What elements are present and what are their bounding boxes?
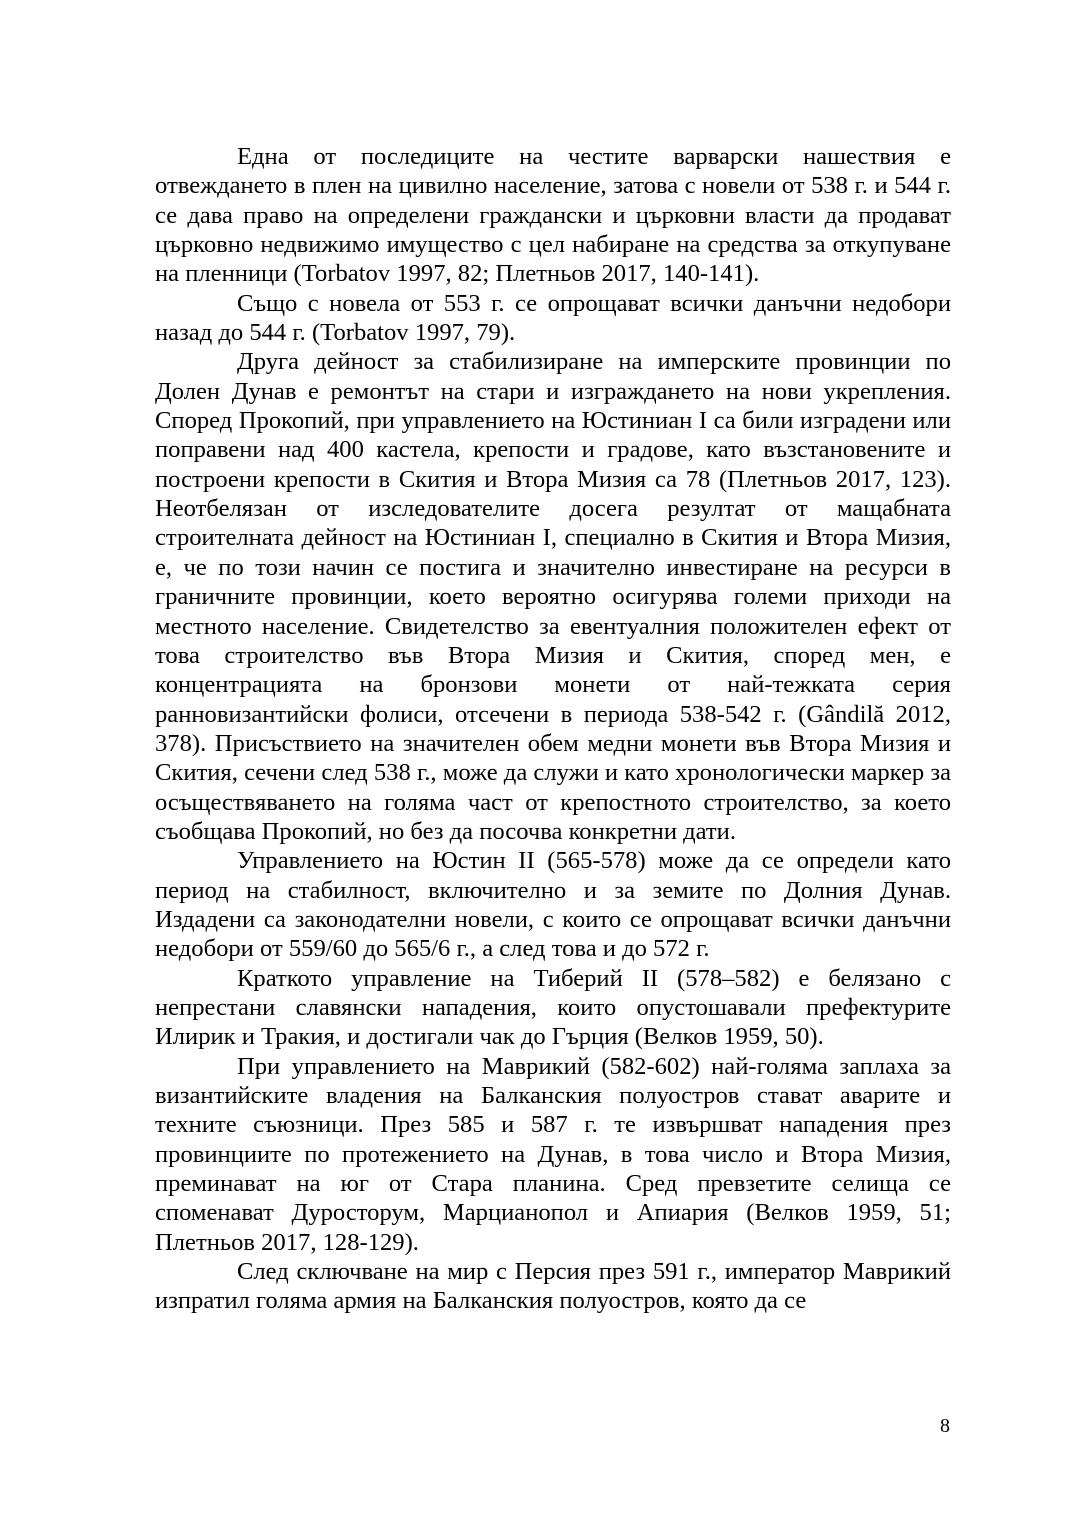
- paragraph-4: Управлението на Юстин II (565-578) може да се определи като период на стабилност, включително и за земите по Долния Дунав. Издадени са законодателни новели, с които се опрощават всички данъчни недобори от 559/60 до 565/6 г., а след това и до 572 г.: [155, 847, 951, 963]
- page-number: 8: [940, 1415, 950, 1437]
- paragraph-5: Краткото управление на Тиберий II (578–582) е белязано с непрестани славянски нападения, които опустошавали префектурите Илирик и Тракия, и достигали чак до Гърция (Велков 1959, 50).: [155, 964, 951, 1051]
- paragraph-3: Друга дейност за стабилизиране на имперските провинции по Долен Дунав е ремонтът на стари и изграждането на нови укрепления. Според Прокопий, при управлението на Юстиниан I са били изградени или поправени над 400 кастела, крепости и градове, като възстановените и построени крепости в Скития и Втора Мизия са 78 (Плетньов 2017, 123). Неотбелязан от изследователите досега резултат от мащабната строителната дейност на Юстиниан I, специално в Скития и Втора Мизия, е, че по този начин се постига и значително инвестиране на ресурси в граничните провинции, което вероятно осигурява големи приходи на местното население. Свидетелство за евентуалния положителен ефект от това строителство във Втора Мизия и Скития, според мен, е концентрацията на бронзови монети от най-тежката серия ранновизантийски фолиси, отсечени в периода 538-542 г. (Gândilă 2012, 378). Присъствието на значителен обем медни монети във Втора Мизия и Скития, сечени след 538 г., може да служи и като хронологически маркер за осъществяването на голяма част от крепостното строителство, за което съобщава Прокопий, но без да посочва конкретни дати.: [155, 348, 951, 845]
- paragraph-7: След сключване на мир с Персия през 591 г., император Маврикий изпратил голяма армия на Балканския полуостров, която да се: [155, 1258, 951, 1315]
- paragraph-6: При управлението на Маврикий (582-602) най-голяма заплаха за византийските владения на Балканския полуостров стават аварите и техните съюзници. През 585 и 587 г. те извършват нападения през провинциите по протежението на Дунав, в това число и Втора Мизия, преминават на юг от Стара планина. Сред превзетите селища се споменават Дуросторум, Марцианопол и Апиария (Велков 1959, 51; Плетньов 2017, 128-129).: [155, 1052, 951, 1256]
- paragraph-1: Една от последиците на честите варварски нашествия е отвеждането в плен на цивилно население, затова с новели от 538 г. и 544 г. се дава право на определени граждански и църковни власти да продават църковно недвижимо имущество с цел набиране на средства за откупуване на пленници (Torbatov 1997, 82; Плетньов 2017, 140-141).: [155, 143, 951, 288]
- paragraph-2: Също с новела от 553 г. се опрощават всички данъчни недобори назад до 544 г. (Torbatov 1997, 79).: [155, 289, 951, 347]
- page-body: [155, 142, 951, 1316]
